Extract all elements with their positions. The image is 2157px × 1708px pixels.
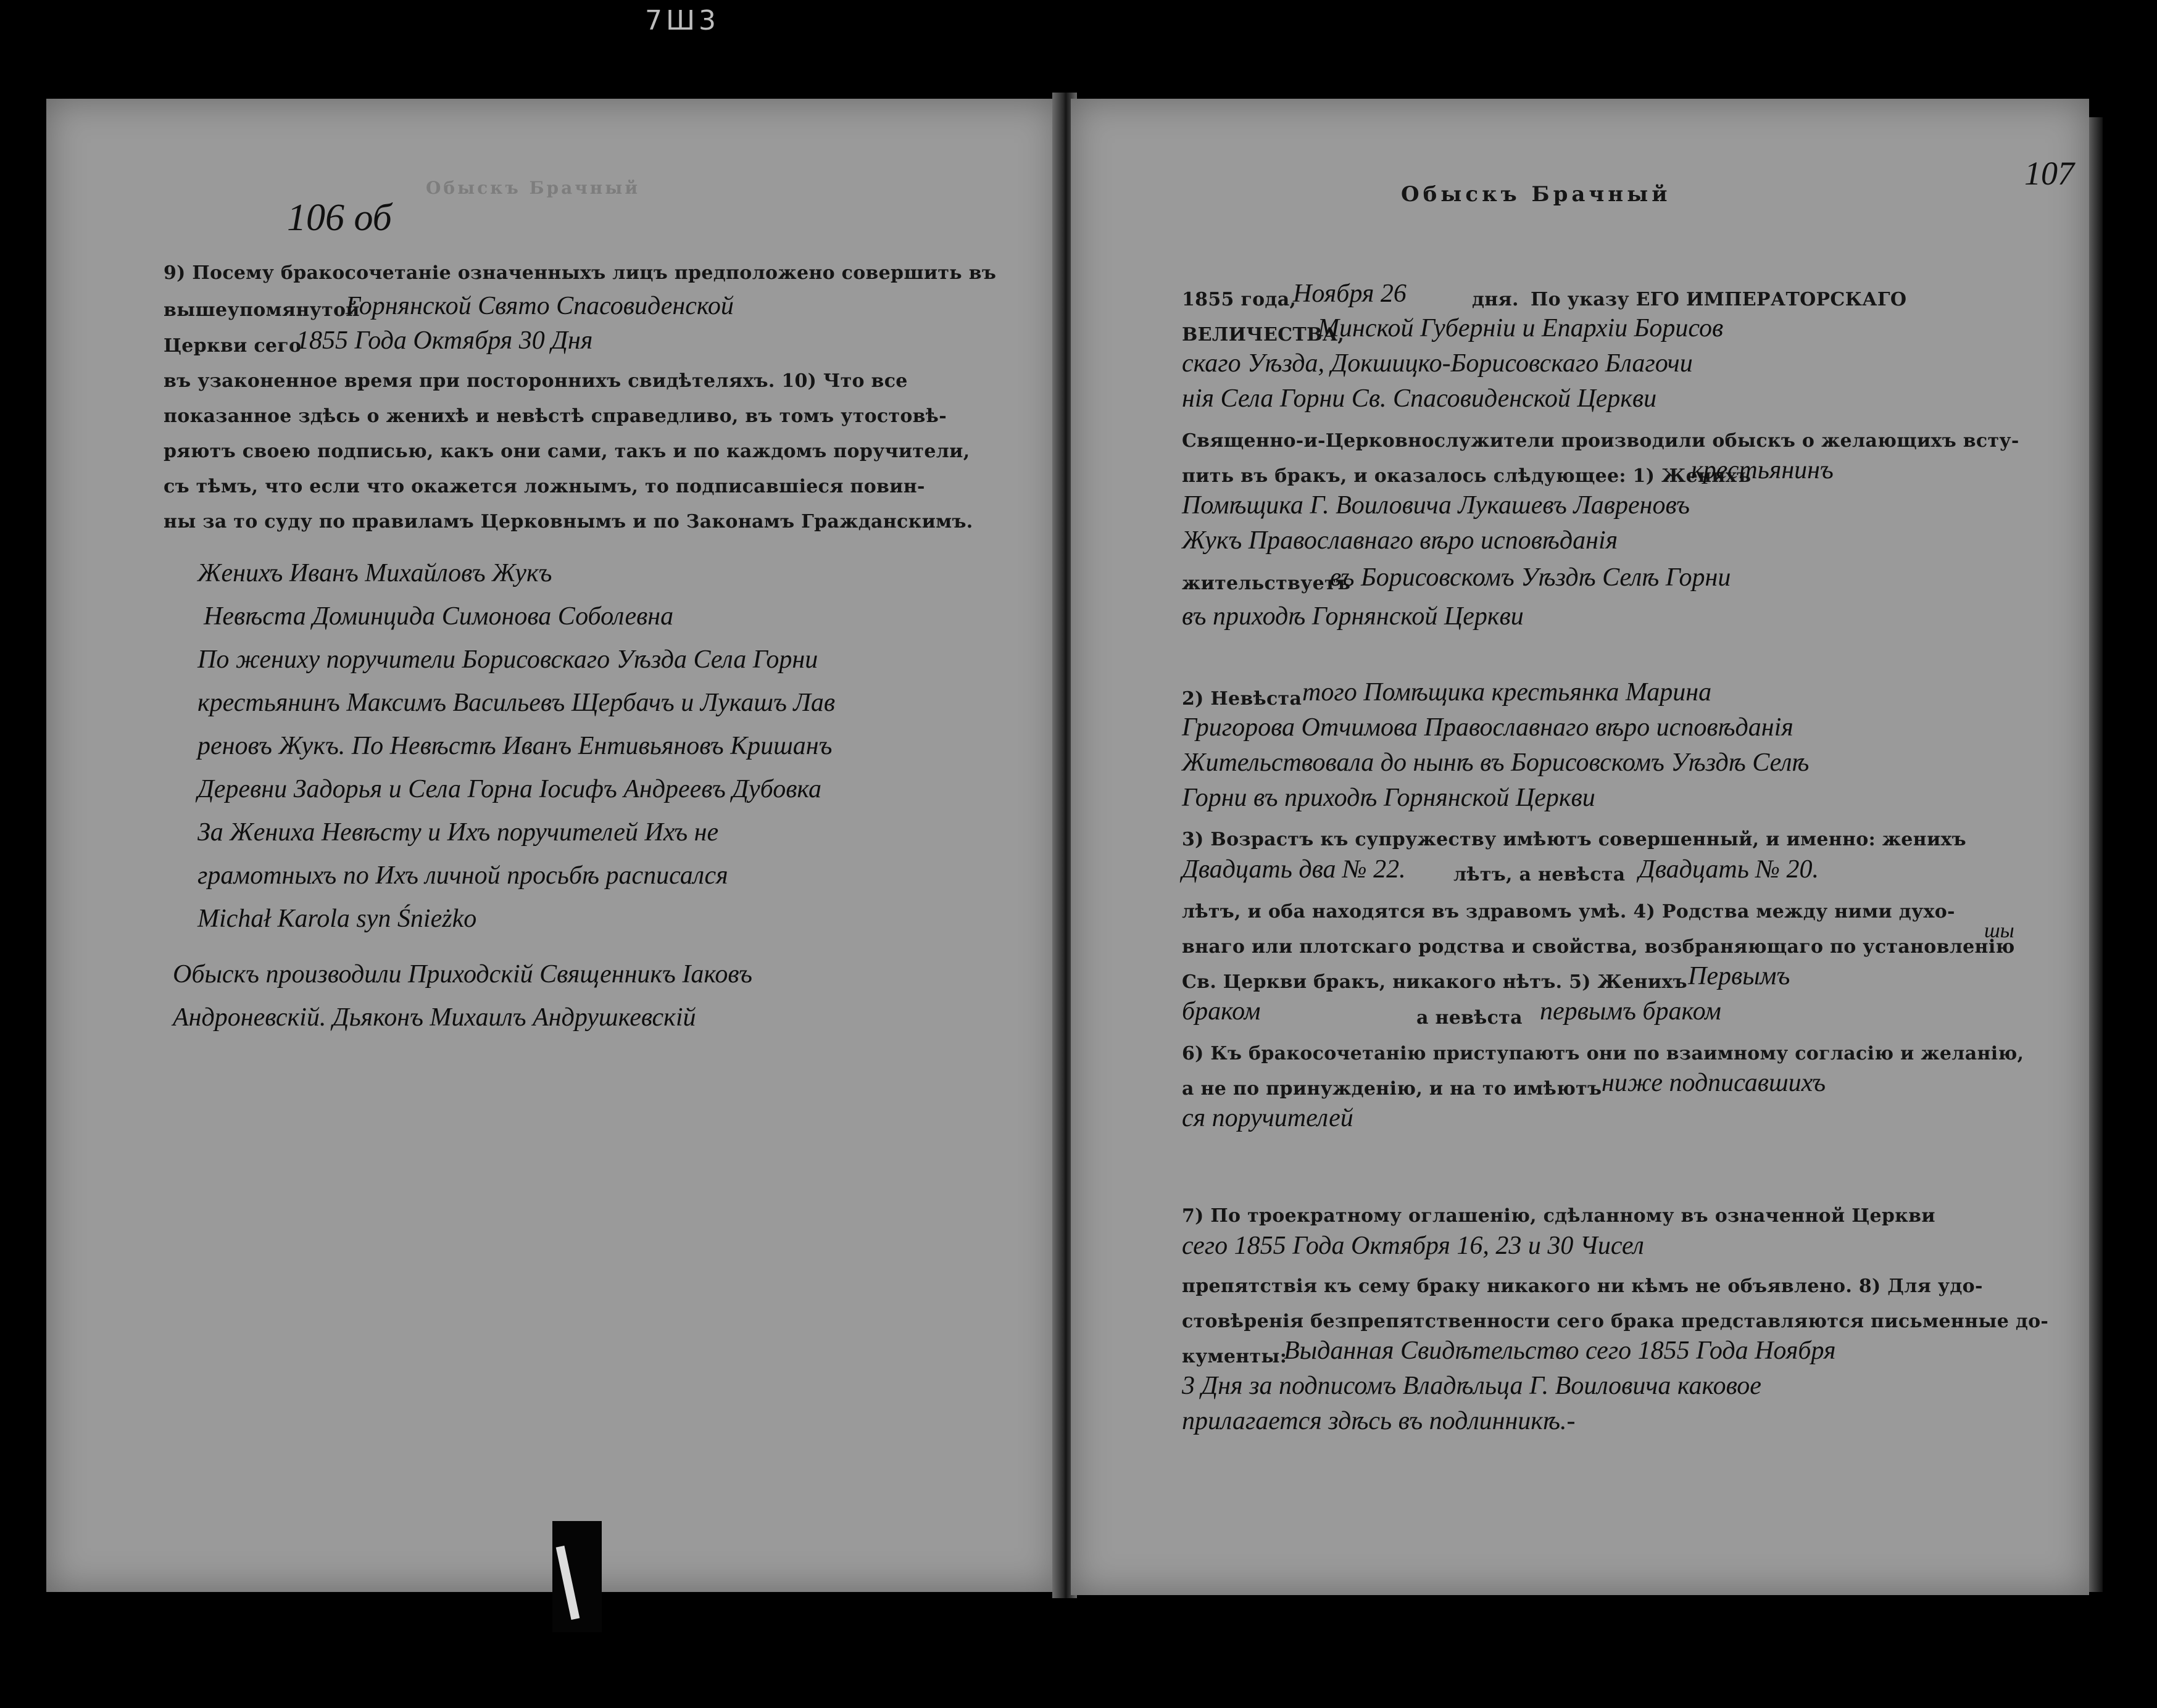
tape-mark — [552, 1521, 602, 1632]
left-hw-line-6: Деревни Задорья и Села Горна Іосифъ Андреевъ Дубовка — [197, 775, 822, 803]
right-p6-line2: а не по принужденію, и на то имѣютъ — [1182, 1078, 1602, 1100]
right-p7-line3: препятствія къ сему браку никакого ни кѣмъ не объявлено. 8) Для удо- — [1182, 1275, 1983, 1297]
right-a-nevesta: а невѣста — [1416, 1007, 1523, 1029]
left-hw-line-7: За Жениха Невѣсту и Ихъ поручителей Ихъ не — [197, 818, 719, 847]
archive-stamp-mark: 7Ш3 — [645, 5, 720, 36]
left-handwritten-church: Горнянской Свято Спасовиденской — [346, 292, 734, 320]
right-hw-age-groom: Двадцать два № 22. — [1182, 855, 1406, 884]
right-page — [1071, 99, 2089, 1595]
left-hw-line-4: крестьянинъ Максимъ Васильевъ Щербачъ и Лукашъ Лав — [197, 689, 836, 717]
right-p7-line1: 7) По троекратному оглашенію, сдѣланному въ означенной Церкви — [1182, 1205, 1935, 1227]
right-hw-groom-brakom: браком — [1182, 997, 1261, 1026]
left-printed-line-1: 9) Посему бракосочетаніе означенныхъ лицъ предположено совершить въ — [164, 262, 997, 284]
left-hw-line-8: грамотныхъ по Ихъ личной просьбѣ расписался — [197, 861, 728, 890]
right-hw-docs-2: 3 Дня за подписомъ Владѣльца Г. Воиловича каковое — [1182, 1372, 1761, 1400]
right-p6-line1: 6) Къ бракосочетанію приступаютъ они по взаимному согласію и желанію, — [1182, 1043, 2024, 1064]
right-hw-banns: сего 1855 Года Октября 16, 23 и 30 Чисел — [1182, 1232, 1644, 1260]
right-year: 1855 года, — [1182, 289, 1297, 310]
right-hw-groom-residence: въ Борисовскомъ Уѣздѣ Селѣ Горни — [1330, 563, 1731, 592]
right-hw-groom-parish: въ приходѣ Горнянской Церкви — [1182, 602, 1524, 631]
left-hw-clergy-2: Андроневскій. Дьяконъ Михаилъ Андрушкевскій — [173, 1003, 696, 1032]
right-hw-gubernia: Минской Губерніи и Епархіи Борисов — [1318, 314, 1724, 342]
right-hw-docs-3: прилагается здѣсь въ подлинникѣ.- — [1182, 1407, 1576, 1435]
left-hw-bride: Невѣста Доминцида Симонова Соболевна — [204, 602, 674, 631]
page-edge-shadow — [2089, 117, 2103, 1592]
right-hw-docs-1: Выданная Свидѣтельство сего 1855 Года Ноября — [1284, 1337, 1836, 1365]
right-velichestva: ВЕЛИЧЕСТВА, — [1182, 324, 1345, 346]
right-hw-church: нія Села Горни Св. Спасовиденской Церкви — [1182, 384, 1657, 413]
right-hw-uezd: скаго Уѣзда, Докшицко-Борисовскаго Благочи — [1182, 349, 1693, 378]
right-hw-groom-status: крестьянинъ — [1691, 456, 1834, 484]
left-printed-line-8: ны за то суду по правиламъ Церковнымъ и по Законамъ Гражданскимъ. — [164, 511, 973, 533]
right-folio-number: 107 — [2024, 155, 2074, 192]
right-vozrast: 3) Возрастъ къ супружеству имѣютъ совершенный, и именно: женихъ — [1182, 829, 1966, 850]
left-hw-signature: Michał Karola syn Śnieżko — [197, 905, 477, 933]
right-hw-groom-name: Помѣщика Г. Воиловича Лукашевъ Лавреновъ — [1182, 491, 1690, 520]
right-hw-bride-1: того Помѣщика крестьянка Марина — [1302, 678, 1712, 707]
right-nevesta: 2) Невѣста — [1182, 688, 1302, 710]
right-clergy: Священно-и-Церковнослужители производили обыскъ о желающихъ всту- — [1182, 430, 2019, 452]
left-printed-line-6: ряютъ своею подписью, какъ они сами, такъ и по каждомъ поручители, — [164, 441, 970, 462]
right-hw-p6-1: ниже подписавшихъ — [1602, 1069, 1826, 1097]
right-hw-margin-note: шы — [1984, 919, 2014, 942]
right-oba: лѣтъ, и оба находятся въ здравомъ умѣ. 4) Родства между ними духо- — [1182, 901, 1955, 922]
right-hw-bride-4: Горни въ приходѣ Горнянской Церкви — [1182, 784, 1595, 812]
left-folio-number: 106 об — [287, 197, 392, 239]
left-hw-clergy-1: Обыскъ производили Приходскій Священникъ Іаковъ — [173, 960, 752, 989]
right-page-header: Обыскъ Брачный — [1401, 182, 1671, 207]
right-sv-cerkvi: Св. Церкви бракъ, никакого нѣтъ. 5) Женихъ — [1182, 971, 1687, 993]
left-printed-line-7: съ тѣмъ, что если что окажется ложнымъ, то подписавшіеся повин- — [164, 476, 925, 497]
left-page — [46, 99, 1058, 1592]
left-hw-groom: Женихъ Иванъ Михайловъ Жукъ — [197, 559, 552, 587]
right-hw-groom-first: Первымъ — [1688, 962, 1790, 990]
right-hw-bride-3: Жительствовала до нынѣ въ Борисовскомъ Уѣздѣ Селѣ — [1182, 748, 1810, 777]
left-ghost-header: Обыскъ Брачный — [426, 178, 641, 198]
right-day: дня. — [1472, 289, 1519, 310]
left-printed-line-4: въ узаконенное время при постороннихъ свидѣтеляхъ. 10) Что все — [164, 370, 908, 392]
right-zhitelstvuet: жительствуетъ — [1182, 573, 1351, 594]
right-hw-age-bride: Двадцать № 20. — [1639, 855, 1819, 884]
right-hw-bride-first: первымъ браком — [1540, 997, 1721, 1026]
right-pit-v-brak: пить въ бракъ, и оказалось слѣдующее: 1) Женихъ — [1182, 465, 1752, 487]
right-vnago: внаго или плотскаго родства и свойства, возбраняющаго по установленію — [1182, 936, 2015, 958]
left-printed-line-5: показанное здѣсь о женихѣ и невѣстѣ справедливо, въ томъ утостовѣ- — [164, 405, 947, 427]
left-printed-line-3: Церкви сего — [164, 335, 302, 357]
left-hw-line-5: реновъ Жукъ. По Невѣстѣ Иванъ Ентивьяновъ Кришанъ — [197, 732, 833, 760]
left-hw-line-3: По жениху поручители Борисовскаго Уѣзда Села Горни — [197, 645, 818, 674]
left-printed-line-2: вышеупомянутой — [164, 299, 360, 321]
right-let: лѣтъ, а невѣста — [1453, 864, 1626, 885]
right-p8-line2: кументы: — [1182, 1346, 1287, 1367]
right-p8-line1: стовѣренія безпрепятственности сего брака представляются письменные до- — [1182, 1311, 2049, 1332]
right-hw-date: Ноября 26 — [1293, 280, 1407, 308]
left-handwritten-date: 1855 Года Октября 30 Дня — [296, 326, 593, 355]
right-hw-groom-faith: Жукъ Православнаго вѣро исповѣданія — [1182, 526, 1618, 555]
right-hw-bride-2: Григорова Отчимова Православнаго вѣро исповѣданія — [1182, 713, 1793, 742]
right-ukaz: По указу ЕГО ИМПЕРАТОРСКАГО — [1531, 289, 1907, 310]
right-hw-p6-2: ся поручителей — [1182, 1104, 1353, 1132]
